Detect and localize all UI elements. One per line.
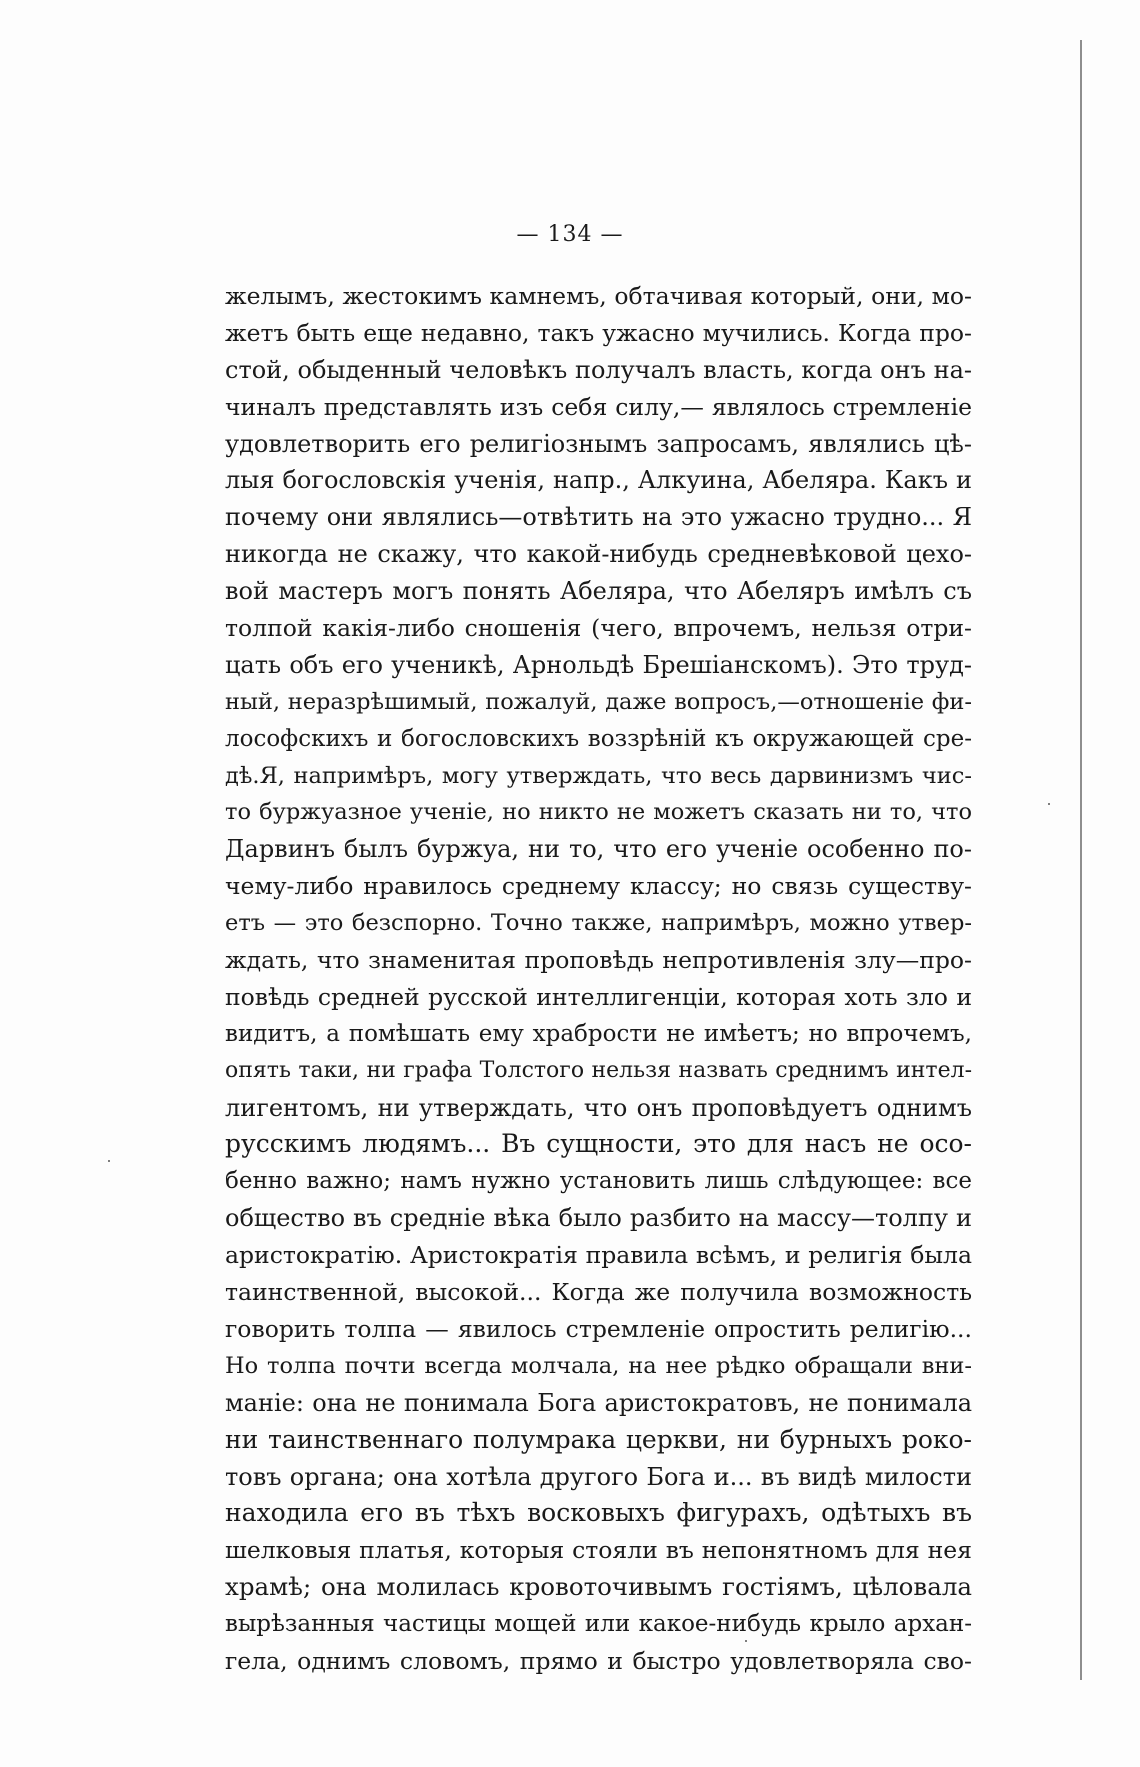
text-line: храмѣ; она молилась кровоточивымъ гостіямъ, цѣловала bbox=[225, 1572, 972, 1602]
text-line: Дарвинъ былъ буржуа, ни то, что его ученіе особенно по- bbox=[225, 835, 972, 864]
text-line: ный, неразрѣшимый, пожалуй, даже вопросъ,—отношеніе фи- bbox=[225, 688, 972, 715]
text-line: аристократію. Аристократія правила всѣмъ, и религія была bbox=[225, 1241, 972, 1270]
text-line: видитъ, а помѣшать ему храбрости не имѣетъ; но впрочемъ, bbox=[225, 1020, 972, 1047]
text-line: лигентомъ, ни утверждать, что онъ проповѣдуетъ однимъ bbox=[225, 1093, 972, 1122]
text-line: почему они являлись—отвѣтить на это ужасно трудно... Я bbox=[225, 503, 972, 532]
text-line: русскимъ людямъ... Въ сущности, это для насъ не осо- bbox=[225, 1129, 972, 1159]
text-line: етъ — это безспорно. Точно также, напримѣръ, можно утвер- bbox=[225, 910, 972, 937]
page-number: — 134 — bbox=[516, 222, 624, 247]
text-line: повѣдь средней русской интеллигенціи, которая хоть зло и bbox=[225, 982, 972, 1011]
text-line: ждать, что знаменитая проповѣдь непротивленія злу—про- bbox=[225, 946, 972, 975]
text-line: чему-либо нравилось среднему классу; но связь существу- bbox=[225, 872, 972, 901]
text-line: маніе: она не понимала Бога аристократовъ, не понимала bbox=[225, 1388, 972, 1417]
text-line: вой мастеръ могъ понять Абеляра, что Абеляръ имѣлъ съ bbox=[225, 577, 972, 606]
print-speck bbox=[108, 1160, 110, 1162]
print-speck bbox=[1048, 803, 1050, 805]
text-line: гела, однимъ словомъ, прямо и быстро удовлетворяла сво- bbox=[225, 1646, 972, 1675]
page-edge-line bbox=[1080, 40, 1082, 1680]
text-line: жетъ быть еще недавно, такъ ужасно мучились. Когда про- bbox=[225, 318, 972, 347]
text-line: бенно важно; намъ нужно установить лишь слѣдующее: все bbox=[225, 1168, 972, 1195]
text-line: вырѣзанныя частицы мощей или какое-нибудь крыло архан- bbox=[225, 1611, 972, 1638]
text-line: таинственной, высокой... Когда же получила возможность bbox=[225, 1278, 972, 1307]
text-line: никогда не скажу, что какой-нибудь средневѣковой цехо- bbox=[225, 540, 972, 569]
text-line: удовлетворить его религіознымъ запросамъ, являлись цѣ- bbox=[225, 429, 972, 458]
text-line: желымъ, жестокимъ камнемъ, обтачивая который, они, мо- bbox=[225, 282, 972, 310]
text-line: ни таинственнаго полумрака церкви, ни бурныхъ роко- bbox=[225, 1424, 972, 1454]
text-line: дѣ.Я, напримѣръ, могу утверждать, что весь дарвинизмъ чис- bbox=[225, 762, 972, 789]
text-line: говорить толпа — явилось стремленіе опростить религію... bbox=[225, 1314, 972, 1343]
text-line: лыя богословскія ученія, напр., Алкуина, Абеляра. Какъ и bbox=[225, 466, 972, 495]
body-text bbox=[225, 278, 972, 1680]
text-line: Но толпа почти всегда молчала, на нее рѣдко обращали вни- bbox=[225, 1352, 972, 1379]
text-line: шелковыя платья, которыя стояли въ непонятномъ для нея bbox=[225, 1536, 972, 1565]
text-line: опять таки, ни графа Толстого нельзя назвать среднимъ интел- bbox=[225, 1057, 972, 1083]
text-line: чиналъ представлять изъ себя силу,— являлось стремленіе bbox=[225, 392, 972, 421]
text-line: общество въ средніе вѣка было разбито на массу—толпу и bbox=[225, 1204, 972, 1233]
text-line: стой, обыденный человѣкъ получалъ власть, когда онъ на- bbox=[225, 355, 972, 384]
text-line: находила его въ тѣхъ восковыхъ фигурахъ, одѣтыхъ въ bbox=[225, 1498, 972, 1528]
text-line: цать объ его ученикѣ, Арнольдѣ Брешіанскомъ). Это труд- bbox=[225, 650, 972, 679]
text-line: лософскихъ и богословскихъ воззрѣній къ окружающей сре- bbox=[225, 725, 972, 752]
text-line: товъ органа; она хотѣла другого Бога и... въ видѣ милости bbox=[225, 1462, 972, 1491]
text-line: то буржуазное ученіе, но никто не можетъ сказать ни то, что bbox=[225, 799, 972, 826]
text-line: толпой какія-либо сношенія (чего, впрочемъ, нельзя отри- bbox=[225, 614, 972, 643]
